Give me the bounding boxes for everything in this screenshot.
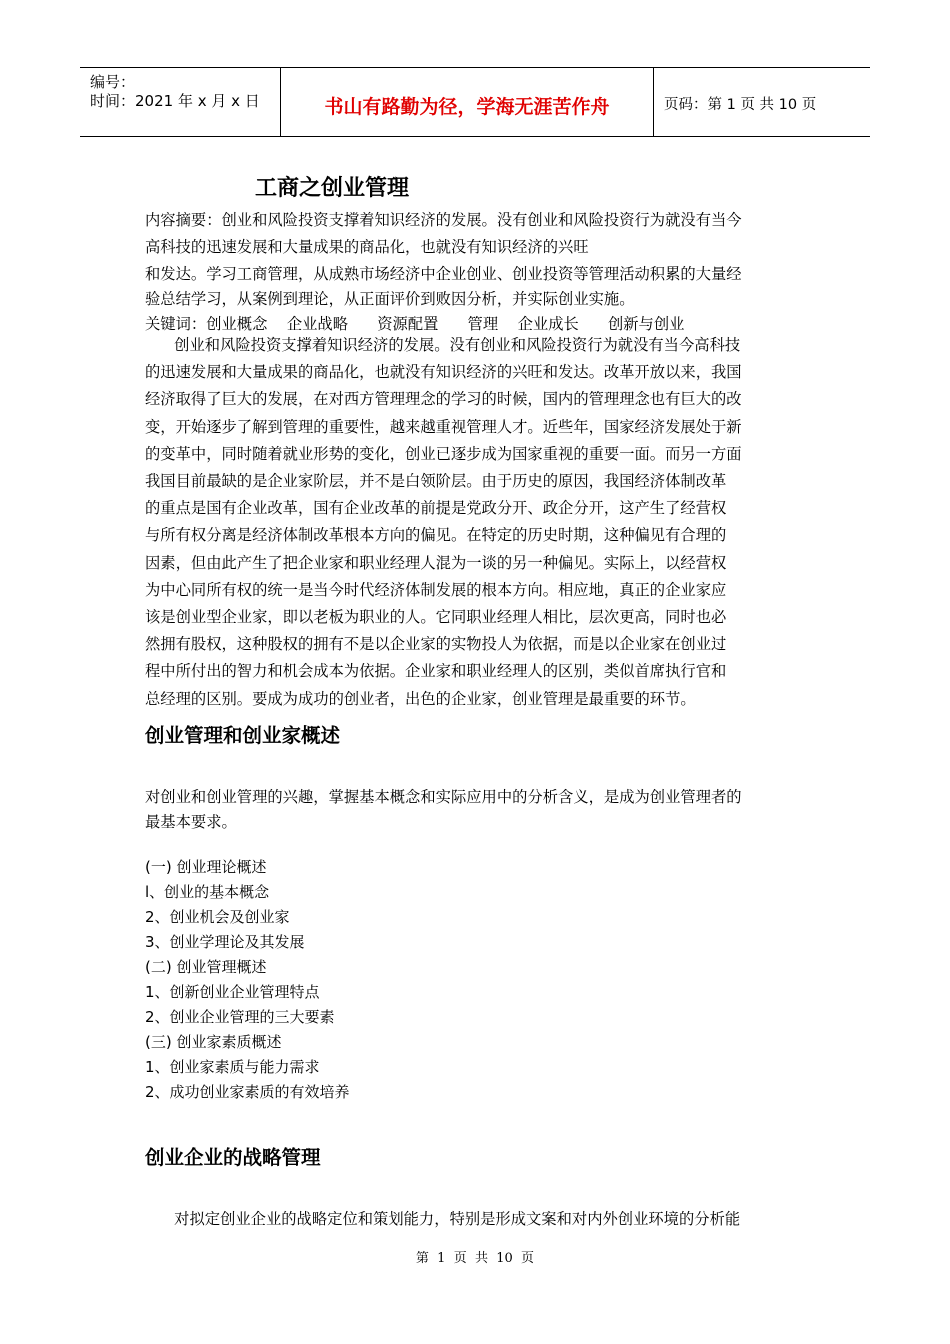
section-heading: 创业管理和创业家概述 xyxy=(145,724,341,747)
abstract-line: 验总结学习，从案例到理论，从正面评价到败因分析，并实际创业实施。 xyxy=(145,290,635,308)
keywords-line: 关键词：创业概念 企业战略 资源配置 管理 企业成长 创新与创业 xyxy=(145,315,685,333)
section-heading: 创业企业的战略管理 xyxy=(145,1146,321,1169)
body-line: 的迅速发展和大量成果的商品化，也就没有知识经济的兴旺和发达。改革开放以来，我国 xyxy=(145,363,742,382)
body-line: 该是创业型企业家，即以老板为职业的人。它同职业经理人相比，层次更高，同时也必 xyxy=(145,608,727,627)
abstract-line: 内容摘要：创业和风险投资支撑着知识经济的发展。没有创业和风险投资行为就没有当今 xyxy=(145,211,742,229)
list-item: (三) 创业家素质概述 xyxy=(145,1033,282,1051)
document-title: 工商之创业管理 xyxy=(255,176,410,201)
body-paragraph xyxy=(145,332,810,713)
header-cell-info xyxy=(80,68,281,136)
body-line: 的变革中，同时随着就业形势的变化，创业已逐步成为国家重视的重要一面。而另一方面 xyxy=(145,444,742,463)
list-item: (一) 创业理论概述 xyxy=(145,858,267,876)
list-item: 2、创业企业管理的三大要素 xyxy=(145,1008,335,1026)
body-line: 的重点是国有企业改革，国有企业改革的前提是党政分开、政企分开，这产生了经营权 xyxy=(145,499,727,518)
header-cell-motto xyxy=(281,68,654,136)
body-line: 创业和风险投资支撑着知识经济的发展。没有创业和风险投资行为就没有当今高科技 xyxy=(145,336,741,354)
section-intro-line: 对创业和创业管理的兴趣，掌握基本概念和实际应用中的分析含义，是成为创业管理者的 xyxy=(145,788,742,806)
body-line: 然拥有股权，这种股权的拥有不是以企业家的实物投人为依据，而是以企业家在创业过 xyxy=(145,635,727,654)
abstract-line: 和发达。学习工商管理，从成熟市场经济中企业创业、创业投资等管理活动积累的大量经 xyxy=(145,265,742,283)
list-item: 3、创业学理论及其发展 xyxy=(145,933,305,951)
list-item: 2、创业机会及创业家 xyxy=(145,908,290,926)
list-item: 1、创新创业企业管理特点 xyxy=(145,983,320,1001)
motto-text: 书山有路勤为径，学海无涯苦作舟 xyxy=(324,96,610,118)
body-line: 与所有权分离是经济体制改革根本方向的偏见。在特定的历史时期，这种偏见有合理的 xyxy=(145,526,727,545)
document-number-label: 编号： xyxy=(90,73,136,91)
document-time-label: 时间：2021 年 x 月 x 日 xyxy=(90,92,260,110)
section-intro-line: 最基本要求。 xyxy=(145,813,237,831)
body-line: 程中所付出的智力和机会成本为依据。企业家和职业经理人的区别，类似首席执行官和 xyxy=(145,662,727,681)
page-footer: 第 1 页 共 10 页 xyxy=(415,1251,535,1266)
list-item: (二) 创业管理概述 xyxy=(145,958,267,976)
body-line: 为中心同所有权的统一是当今时代经济体制发展的根本方向。相应地，真正的企业家应 xyxy=(145,580,727,599)
body-line: 因素，但由此产生了把企业家和职业经理人混为一谈的另一种偏见。实际上，以经营权 xyxy=(145,553,727,572)
list-item: l、创业的基本概念 xyxy=(145,883,270,901)
header-table xyxy=(80,67,870,137)
body-line: 经济取得了巨大的发展，在对西方管理理念的学习的时候，国内的管理理念也有巨大的改 xyxy=(145,390,742,409)
list-item: 1、创业家素质与能力需求 xyxy=(145,1058,320,1076)
body-line: 变，开始逐步了解到管理的重要性，越来越重视管理人才。近些年，国家经济发展处于新 xyxy=(145,417,742,436)
outline-list xyxy=(145,855,350,1105)
list-item: 2、成功创业家素质的有效培养 xyxy=(145,1083,350,1101)
body-line: 我国目前最缺的是企业家阶层，并不是白领阶层。由于历史的原因，我国经济体制改革 xyxy=(145,472,727,491)
page-number-label: 页码：第 1 页 共 10 页 xyxy=(664,97,817,113)
header-cell-page xyxy=(654,68,870,136)
section-intro-line: 对拟定创业企业的战略定位和策划能力，特别是形成文案和对内外创业环境的分析能 xyxy=(145,1210,741,1228)
body-line: 总经理的区别。要成为成功的创业者，出色的企业家，创业管理是最重要的环节。 xyxy=(145,689,696,708)
abstract-line: 高科技的迅速发展和大量成果的商品化，也就没有知识经济的兴旺 xyxy=(145,238,589,256)
